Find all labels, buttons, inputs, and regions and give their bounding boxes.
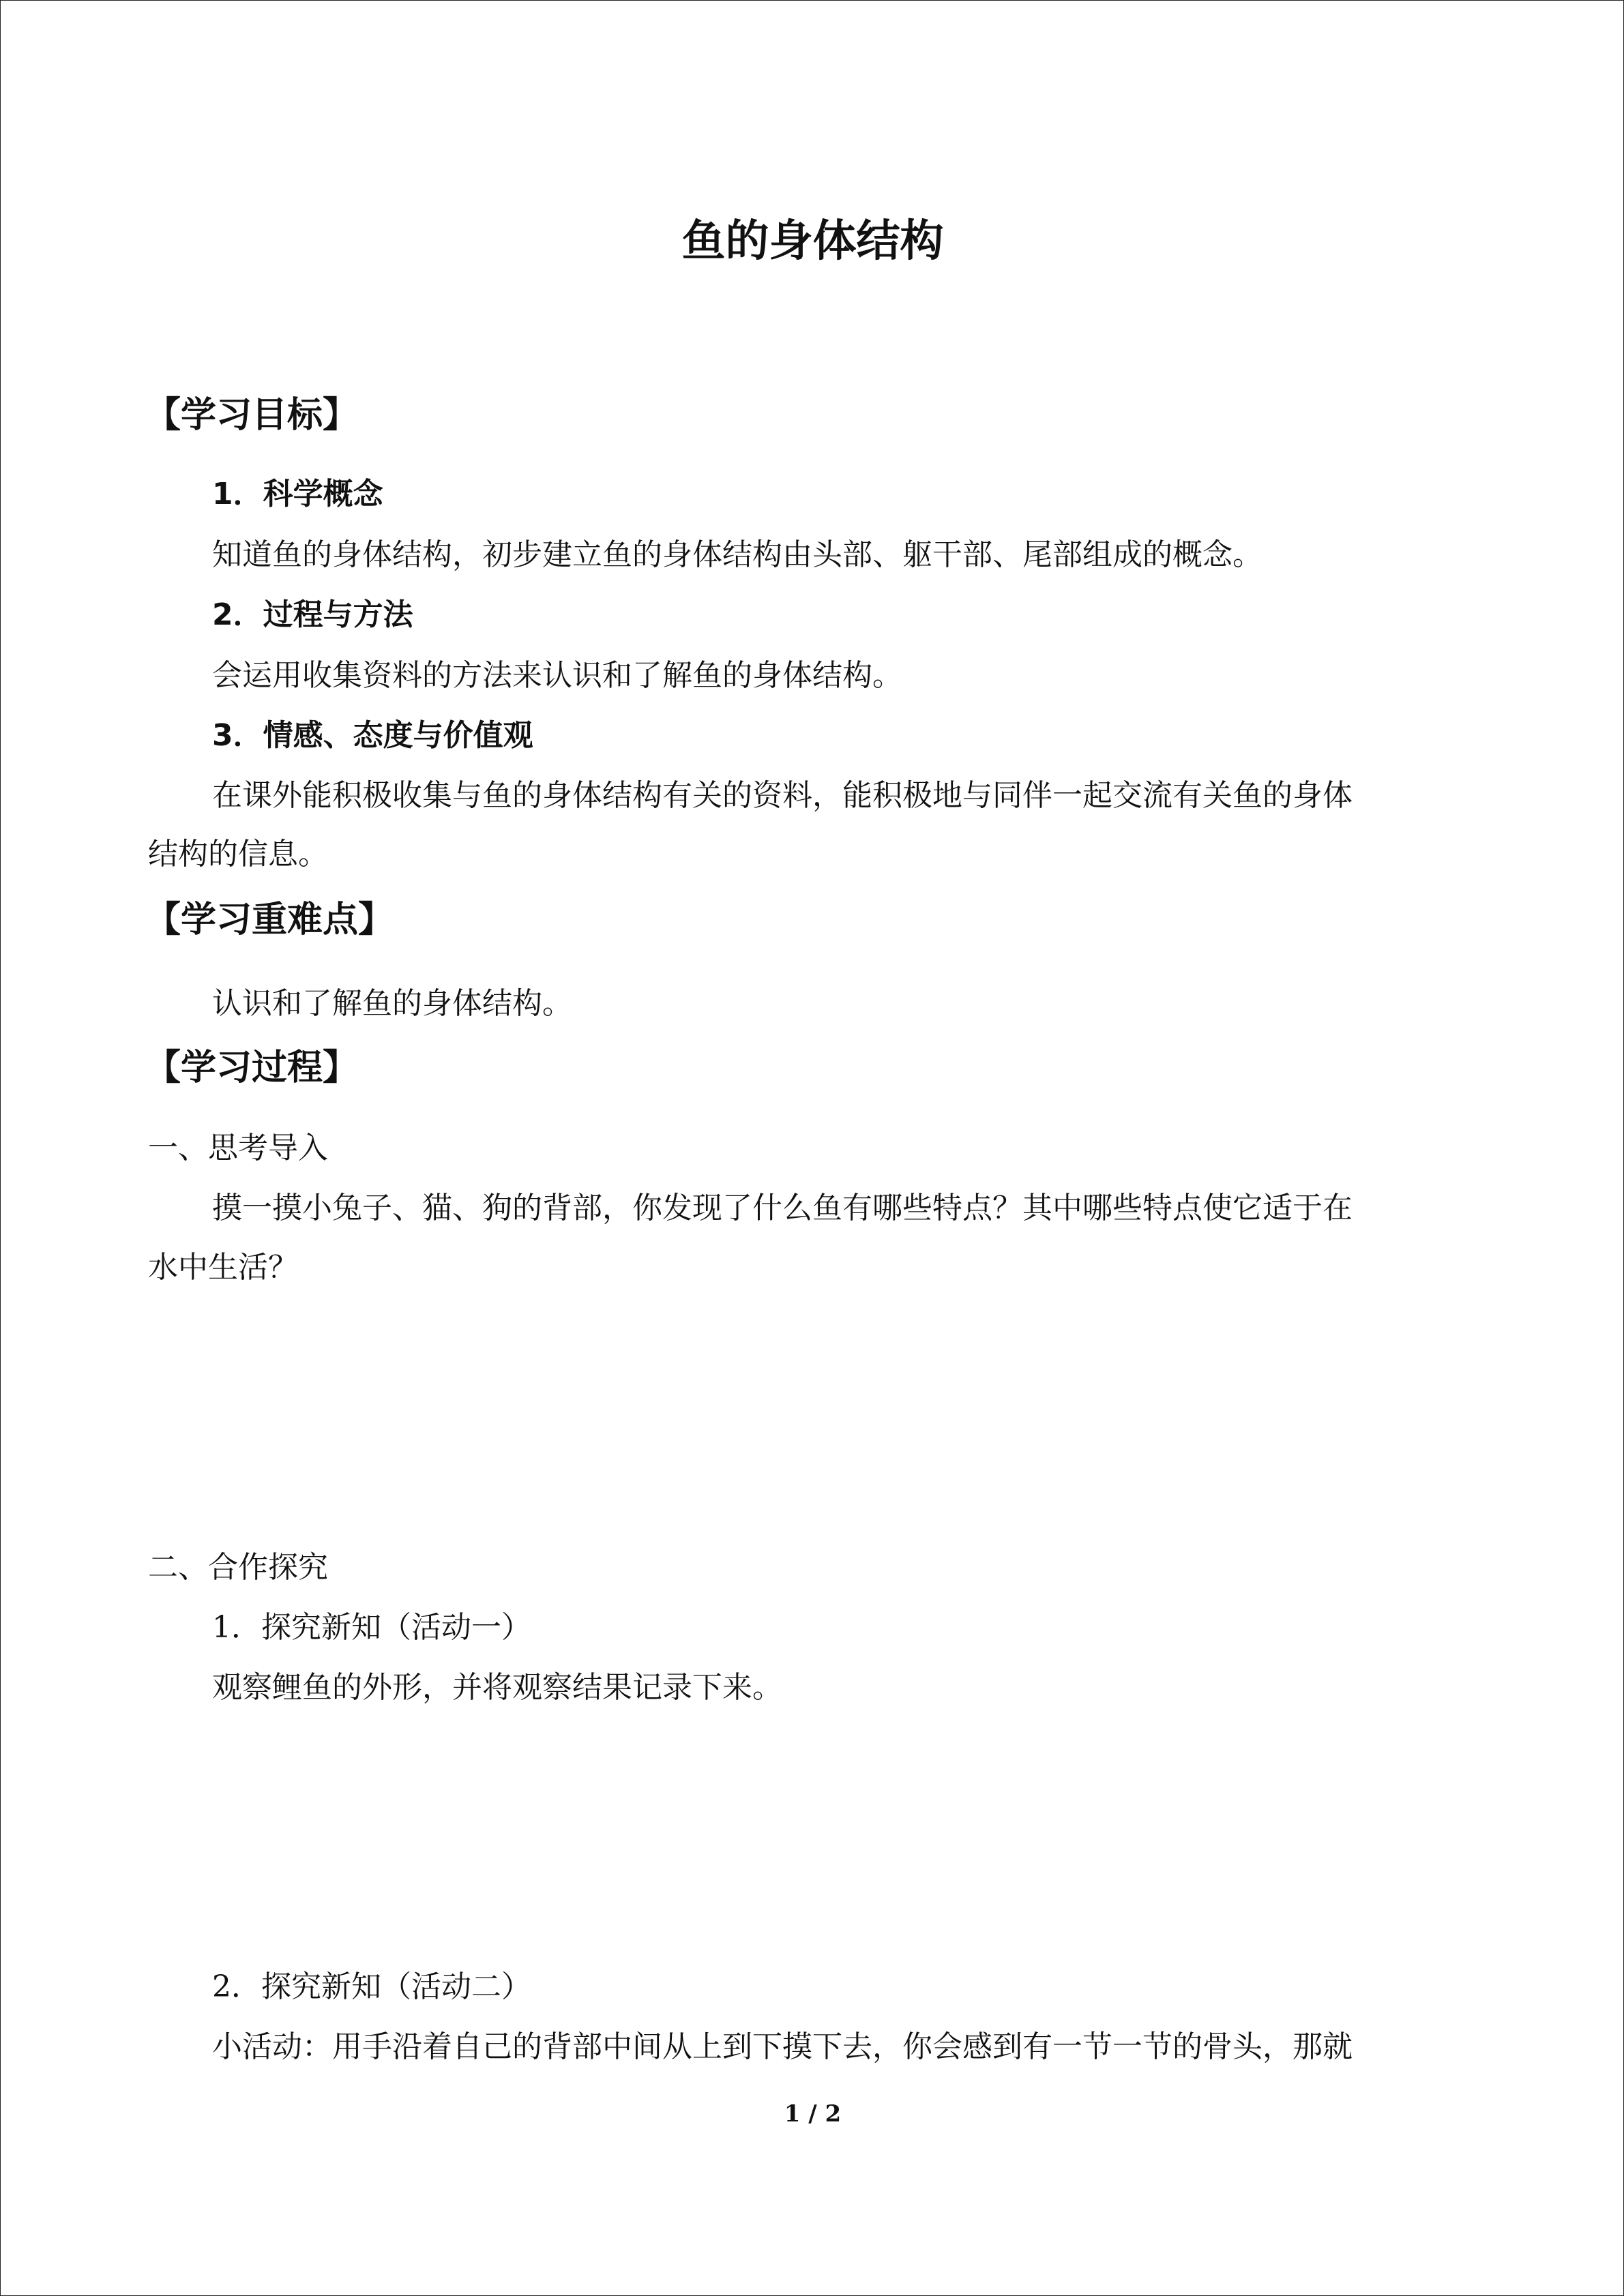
goal-1-text: 知道鱼的身体结构，初步建立鱼的身体结构由头部、躯干部、尾部组成的概念。 [212,537,1263,572]
key-points-heading: 【学习重难点】 [145,899,394,940]
activity2-label: 2．探究新知（活动二） [212,1969,531,2004]
key-points-text: 认识和了解鱼的身体结构。 [212,986,572,1021]
activity1-text: 观察鲤鱼的外形，并将观察结果记录下来。 [212,1670,782,1705]
goal-2-label: 2．过程与方法 [212,597,413,632]
activity1-label: 1．探究新知（活动一） [212,1610,531,1645]
goal-1-label: 1．科学概念 [212,477,383,511]
process-heading: 【学习过程】 [145,1047,359,1088]
goals-heading: 【学习目标】 [145,395,359,436]
part1-heading: 一、思考导入 [148,1131,328,1165]
goal-3-label: 3．情感、态度与价值观 [212,718,533,753]
part1-text-line1: 摸一摸小兔子、猫、狗的背部，你发现了什么鱼有哪些特点？其中哪些特点使它适于在 [212,1191,1353,1225]
activity2-text: 小活动：用手沿着自己的背部中间从上到下摸下去，你会感到有一节一节的骨头，那就 [212,2029,1353,2064]
part1-text-line2: 水中生活？ [148,1250,298,1285]
page-title: 鱼的身体结构 [681,216,944,267]
goal-3-text-line2: 结构的信息。 [148,837,328,871]
goal-2-text: 会运用收集资料的方法来认识和了解鱼的身体结构。 [212,658,902,693]
goal-3-text-line1: 在课外能积极收集与鱼的身体结构有关的资料，能积极地与同伴一起交流有关鱼的身体 [212,778,1353,813]
page-number: 1 / 2 [784,2100,842,2128]
part2-heading: 二、合作探究 [148,1550,328,1585]
